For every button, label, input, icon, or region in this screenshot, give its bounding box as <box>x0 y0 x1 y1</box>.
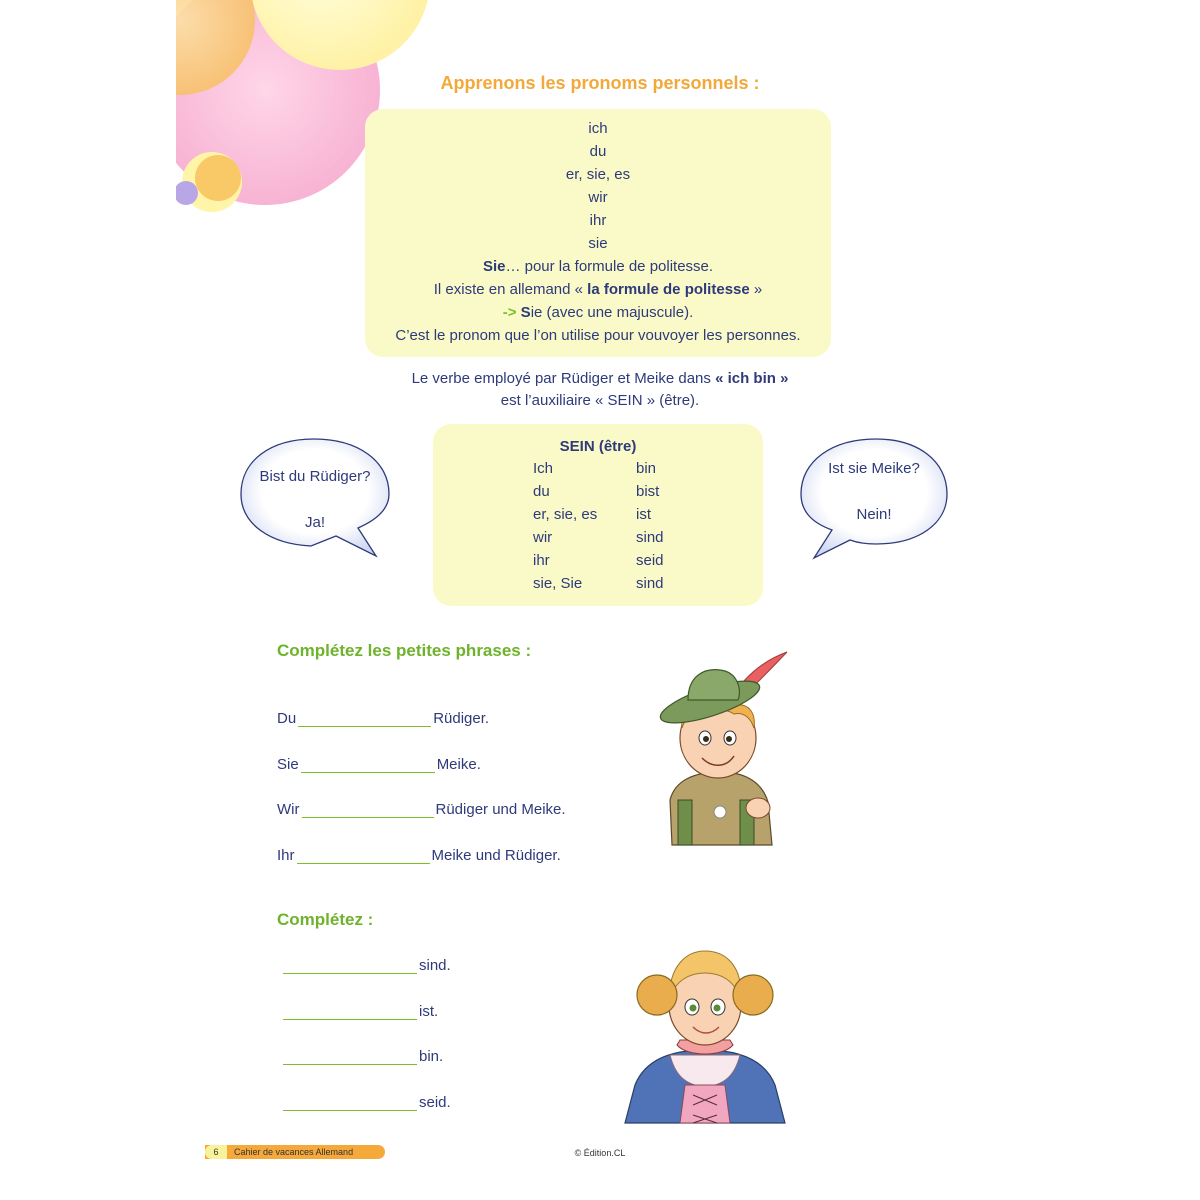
exercise-end: ist. <box>419 1003 439 1020</box>
conj-pronoun: wir <box>533 529 553 546</box>
fill-blank[interactable] <box>283 961 417 974</box>
pronouns-box <box>365 109 831 357</box>
exercise-2-row <box>281 1003 438 1020</box>
exercise-1-row <box>277 710 489 727</box>
politeness-bold: S <box>520 304 531 321</box>
conj-form: sind <box>636 529 664 546</box>
politeness-bold: la formule de politesse <box>587 281 750 298</box>
conj-pronoun: sie, Sie <box>533 575 583 592</box>
verb-text-line-1 <box>0 370 1200 387</box>
conj-form: sind <box>636 575 664 592</box>
pronoun-item: sie <box>588 235 608 252</box>
politeness-line-1 <box>365 258 831 275</box>
fill-blank[interactable] <box>283 1007 417 1020</box>
exercise-end: Rüdiger. <box>433 710 490 727</box>
fill-blank[interactable] <box>298 714 431 727</box>
politeness-text: » <box>749 281 763 298</box>
exercise-end: Meike und Rüdiger. <box>431 847 561 864</box>
exercise-2-title: Complétez : <box>277 910 374 929</box>
politeness-line-2 <box>365 281 831 298</box>
verb-text-line-2: est l’auxiliaire « SEIN » (être). <box>500 392 700 409</box>
verb-text-bold: « ich bin » <box>715 370 789 387</box>
politeness-text: Il existe en allemand « <box>433 281 588 298</box>
bubble-right-answer: Nein! <box>856 506 892 523</box>
copyright: © Édition.CL <box>574 1148 626 1158</box>
conj-pronoun: Ich <box>533 460 554 477</box>
conj-pronoun: du <box>533 483 550 500</box>
exercise-1-row <box>277 847 561 864</box>
fill-blank[interactable] <box>302 805 434 818</box>
exercise-end: sind. <box>419 957 451 974</box>
speech-bubble-left <box>236 436 396 562</box>
sein-title: SEIN (être) <box>559 438 637 455</box>
pronoun-item: er, sie, es <box>565 166 631 183</box>
fill-blank[interactable] <box>283 1098 417 1111</box>
politeness-line-3 <box>365 304 831 321</box>
exercise-1-row <box>277 801 566 818</box>
exercise-end: bin. <box>419 1048 444 1065</box>
conj-pronoun: ihr <box>533 552 550 569</box>
exercise-1-title: Complétez les petites phrases : <box>277 641 532 660</box>
exercise-start: Ihr <box>277 847 295 864</box>
politeness-text: … pour la formule de politesse. <box>505 258 714 275</box>
pronoun-item: ihr <box>589 212 607 229</box>
exercise-start: Wir <box>277 801 300 818</box>
exercise-start: Du <box>277 710 297 727</box>
verb-text: Le verbe employé par Rüdiger et Meike dans <box>411 370 716 387</box>
pronoun-item: du <box>589 143 607 160</box>
ruediger-illustration <box>650 650 790 850</box>
exercise-end: Meike. <box>436 756 481 773</box>
politeness-text: ie (avec une majuscule). <box>530 304 694 321</box>
fill-blank[interactable] <box>301 760 435 773</box>
bubble-right-question: Ist sie Meike? <box>828 460 920 477</box>
pronoun-item: wir <box>588 189 608 206</box>
exercise-end: seid. <box>419 1094 451 1111</box>
conj-form: bist <box>636 483 660 500</box>
conj-form: bin <box>636 460 657 477</box>
conj-pronoun: er, sie, es <box>533 506 598 523</box>
conj-form: ist <box>636 506 651 523</box>
sein-conjugation-box <box>433 424 763 606</box>
book-title: Cahier de vacances Allemand <box>234 1147 354 1157</box>
fill-blank[interactable] <box>297 851 430 864</box>
conj-form: seid <box>636 552 664 569</box>
pronoun-item: ich <box>588 120 608 137</box>
bubble-left-question: Bist du Rüdiger? <box>259 468 371 485</box>
exercise-2-row <box>281 1048 443 1065</box>
meike-illustration <box>615 945 795 1130</box>
fill-blank[interactable] <box>283 1052 417 1065</box>
exercise-start: Sie <box>277 756 299 773</box>
page-title: Apprenons les pronoms personnels : <box>440 73 760 93</box>
politeness-line-4: C’est le pronom que l’on utilise pour vouvoyer les personnes. <box>395 327 801 344</box>
page-number: 6 <box>205 1145 227 1159</box>
exercise-2-row <box>281 957 451 974</box>
exercise-2-row <box>281 1094 451 1111</box>
exercise-1-row <box>277 756 481 773</box>
speech-bubble-right <box>796 436 956 562</box>
politeness-sie: Sie <box>482 258 506 275</box>
arrow-icon: -> <box>502 304 521 321</box>
exercise-end: Rüdiger und Meike. <box>435 801 566 818</box>
bubble-left-answer: Ja! <box>304 514 325 531</box>
